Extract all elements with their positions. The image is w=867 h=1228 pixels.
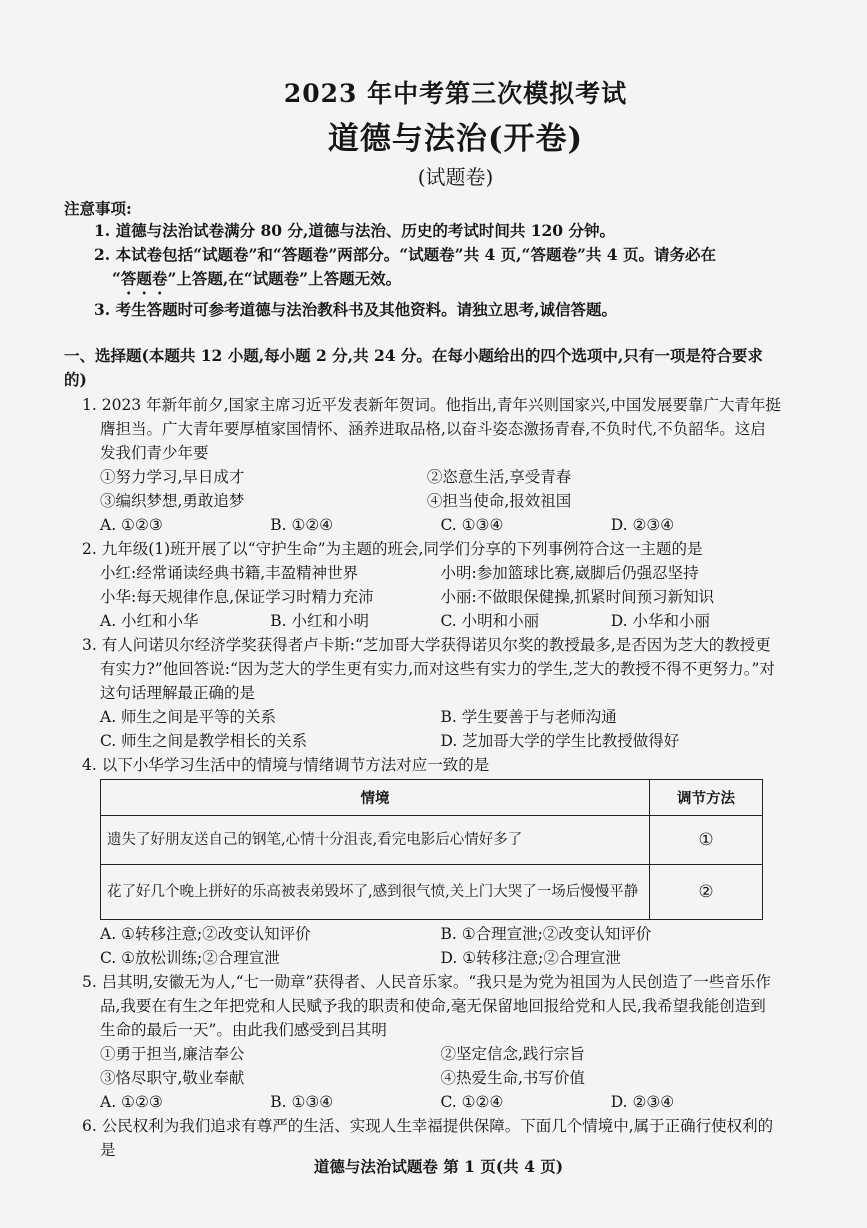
option-a: A. 师生之间是平等的关系 <box>100 708 277 726</box>
question-1-statements-row-2 <box>70 489 781 513</box>
note-3: 3. 考生答题时可参考道德与法治教科书及其他资料。请独立思考,诚信答题。 <box>94 300 617 319</box>
table-row <box>101 865 763 920</box>
option-c: C. ①③④ <box>440 516 504 534</box>
exam-title: 2023 年中考第三次模拟考试 <box>283 79 628 108</box>
example: 小红:经常诵读经典书籍,丰盈精神世界 <box>100 564 359 582</box>
question-1-stem: 1. 2023 年新年前夕,国家主席习近平发表新年贺词。他指出,青年兴则国家兴,中国发展要靠广大青年挺膺担当。广大青年要厚植家国情怀、涵养进取品格,以奋斗姿态激扬青春,不负时代,不负韶华。这启发我们青少年要 <box>82 396 781 462</box>
notes-heading: 注意事项: <box>64 199 132 218</box>
note-2-line-1: 2. 本试卷包括“试题卷”和“答题卷”两部分。“试题卷”共 4 页,“答题卷”共 4 页。请务必在 <box>94 245 716 264</box>
statement: ④担当使命,报效祖国 <box>426 492 572 510</box>
option-b: B. 学生要善于与老师沟通 <box>440 708 617 726</box>
example: 小华:每天规律作息,保证学习时精力充沛 <box>100 588 374 606</box>
note-2 <box>64 243 781 298</box>
option-a: A. 小红和小华 <box>100 612 199 630</box>
page-footer: 道德与法治试题卷 第 1 页(共 4 页) <box>313 1157 564 1176</box>
option-c: C. 师生之间是教学相长的关系 <box>100 732 308 750</box>
question-1-statements-row-1 <box>70 465 781 489</box>
statement: ③编织梦想,勇敢追梦 <box>100 492 245 510</box>
option-a: A. ①②③ <box>100 1093 163 1111</box>
table-row <box>101 816 763 865</box>
question-4-options-row-1 <box>70 922 781 946</box>
note-2-emphasis: 答题卷 <box>120 269 168 288</box>
table-cell-method: ② <box>650 865 763 920</box>
option-b: B. ①②④ <box>270 516 334 534</box>
question-2-options <box>70 609 781 633</box>
option-c: C. ①放松训练;②合理宣泄 <box>100 949 280 967</box>
option-a: A. ①转移注意;②改变认知评价 <box>100 925 311 943</box>
option-c: C. 小明和小丽 <box>440 612 540 630</box>
paper-type: (试题卷) <box>417 165 494 189</box>
table-cell-situation: 遗失了好朋友送自己的钢笔,心情十分沮丧,看完电影后心情好多了 <box>101 816 650 865</box>
question-3-options-row-1 <box>70 705 781 729</box>
question-5-statements-row-1 <box>70 1042 781 1066</box>
option-c: C. ①②④ <box>440 1093 504 1111</box>
question-6-stem: 6. 公民权利为我们追求有尊严的生活、实现人生幸福提供保障。下面几个情境中,属于正确行使权利的是 <box>82 1117 774 1159</box>
note-2-post: ”上答题,在“试题卷”上答题无效。 <box>167 269 402 288</box>
question-3-stem: 3. 有人问诺贝尔经济学奖获得者卢卡斯:“芝加哥大学获得诺贝尔奖的教授最多,是否因为芝大的教授更有实力?”他回答说:“因为芝大的学生更有实力,而对这些有实力的学生,芝大的教授不得不更努力。”对这句话理解最正确的是 <box>82 636 775 702</box>
note-2-pre: “ <box>112 269 121 288</box>
question-4-options-row-2 <box>70 946 781 970</box>
question-3-options-row-2 <box>70 729 781 753</box>
statement: ④热爱生命,书写价值 <box>440 1069 585 1087</box>
statement: ①勇于担当,廉洁奉公 <box>100 1045 245 1063</box>
example: 小明:参加篮球比赛,崴脚后仍强忍坚持 <box>440 564 699 582</box>
table-header-method: 调节方法 <box>650 780 763 816</box>
question-2-stem: 2. 九年级(1)班开展了以“守护生命”为主题的班会,同学们分享的下列事例符合这一主题的是 <box>82 540 703 558</box>
table-header-situation: 情境 <box>101 780 650 816</box>
option-d: D. ②③④ <box>610 516 675 534</box>
note-1: 1. 道德与法治试卷满分 80 分,道德与法治、历史的考试时间共 120 分钟。 <box>94 221 615 240</box>
title-block <box>70 74 781 190</box>
option-b: B. ①③④ <box>270 1093 334 1111</box>
option-b: B. ①合理宣泄;②改变认知评价 <box>440 925 652 943</box>
example: 小丽:不做眼保健操,抓紧时间预习新知识 <box>440 588 715 606</box>
question-2-examples-row-1 <box>70 561 781 585</box>
statement: ②恣意生活,享受青春 <box>426 468 572 486</box>
question-4-table <box>100 779 763 920</box>
statement: ①努力学习,早日成才 <box>100 468 245 486</box>
section-heading: 一、选择题(本题共 12 小题,每小题 2 分,共 24 分。在每小题给出的四个选项中,只有一项是符合要求的) <box>64 346 763 389</box>
table-cell-method: ① <box>650 816 763 865</box>
question-5-stem: 5. 吕其明,安徽无为人,“七一勋章”获得者、人民音乐家。“我只是为党为祖国为人民创造了一些音乐作品,我要在有生之年把党和人民赋予我的职责和使命,毫无保留地回报给党和人民,我希望我能创造到生命的最后一天”。由此我们感受到吕其明 <box>82 973 771 1039</box>
question-5-options <box>70 1090 781 1114</box>
option-d: D. ①转移注意;②合理宣泄 <box>440 949 621 967</box>
option-d: D. 小华和小丽 <box>610 612 710 630</box>
question-1-options <box>70 513 781 537</box>
option-b: B. 小红和小明 <box>270 612 369 630</box>
option-d: D. 芝加哥大学的学生比教授做得好 <box>440 732 680 750</box>
option-a: A. ①②③ <box>100 516 163 534</box>
option-d: D. ②③④ <box>610 1093 675 1111</box>
table-cell-situation: 花了好几个晚上拼好的乐高被表弟毁坏了,感到很气愤,关上门大哭了一场后慢慢平静 <box>101 865 650 920</box>
question-4-stem: 4. 以下小华学习生活中的情境与情绪调节方法对应一致的是 <box>82 756 490 774</box>
question-5-statements-row-2 <box>70 1066 781 1090</box>
statement: ③恪尽职守,敬业奉献 <box>100 1069 245 1087</box>
subject-title: 道德与法治(开卷) <box>327 121 584 157</box>
statement: ②坚定信念,践行宗旨 <box>440 1045 585 1063</box>
question-2-examples-row-2 <box>70 585 781 609</box>
